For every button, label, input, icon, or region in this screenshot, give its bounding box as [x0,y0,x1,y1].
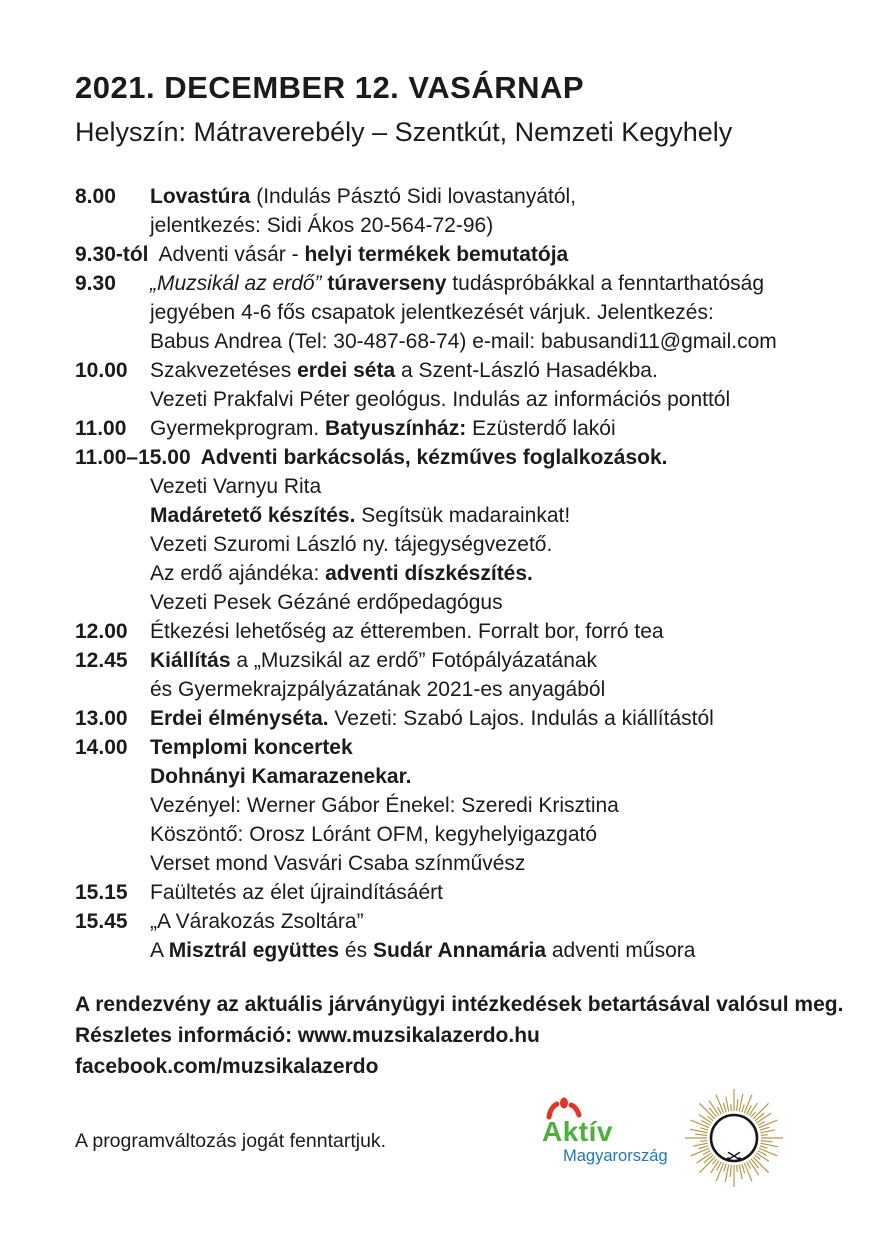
text-segment: Templomi koncertek [150,736,353,759]
schedule-time [75,530,150,559]
text-segment: a „Muzsikál az erdő” Fotópályázatának [230,649,598,672]
aktiv-logo-subtitle: Magyarország [563,1147,668,1165]
schedule-row [75,791,810,820]
row-text [150,530,810,559]
schedule-time [75,211,150,240]
schedule-row [75,820,810,849]
text-segment: és [339,939,373,962]
logo-row [538,1086,786,1190]
row-text [150,414,810,443]
row-text [150,704,810,733]
aktiv-logo-title: Aktív [542,1116,613,1147]
row-text [150,936,810,965]
note-row [75,989,844,1020]
row-text [150,791,810,820]
row-text [150,849,810,878]
schedule-row [75,385,810,414]
schedule-row [75,762,810,791]
text-segment: Adventi barkácsolás, kézműves foglalkozások. [200,446,668,469]
schedule-time: 9.30-tól [75,243,149,266]
row-text [75,1055,378,1078]
schedule-row [75,414,810,443]
schedule-list [75,182,810,965]
text-segment: Vezeti Varnyu Rita [150,475,322,498]
row-text [150,501,810,530]
schedule-row [75,269,810,298]
text-segment: és Gyermekrajzpályázatának 2021-es anyagából [150,678,606,701]
row-text [150,211,810,240]
text-segment: Vezényel: Werner Gábor Énekel: Szeredi Krisztina [150,794,619,817]
flyer-content [75,70,844,1082]
schedule-row [75,878,810,907]
text-segment: a Szent-László Hasadékba. [395,359,658,382]
text-segment: „A Várakozás Zsoltára” [150,910,364,933]
schedule-row [75,356,810,385]
text-segment: Köszöntő: Orosz Lóránt OFM, kegyhelyigazgató [150,823,598,846]
text-segment: Faültetés az élet újraindításáért [150,881,443,904]
row-text [150,820,810,849]
row-text [75,1024,540,1047]
schedule-time: 10.00 [75,359,128,382]
row-text [201,443,810,472]
row-text [150,269,810,298]
schedule-row [75,211,810,240]
text-segment: Misztrál együttes [168,939,340,962]
schedule-time [75,791,150,820]
row-text [150,646,810,675]
row-text [150,472,810,501]
schedule-time: 12.00 [75,620,128,643]
text-segment: Vezeti: Szabó Lajos. Indulás a kiállítástól [328,707,714,730]
text-segment: Kiállítás [150,649,231,672]
row-text [150,588,810,617]
schedule-row [75,298,810,327]
schedule-row [75,733,810,762]
text-segment: Sudár Annamária [372,939,547,962]
text-segment: Szakvezetéses [150,359,298,382]
note-row [75,1020,810,1051]
schedule-row [75,617,810,646]
schedule-row [75,646,810,675]
schedule-time [75,385,150,414]
text-segment: jelentkezés: Sidi Ákos 20-564-72-96) [150,214,494,237]
text-segment: Vezeti Pesek Gézáné erdőpedagógus [150,591,503,614]
schedule-time: 15.15 [75,881,128,904]
schedule-time: 11.00 [75,417,127,440]
text-segment: Babus Andrea (Tel: 30-487-68-74) e-mail: babusandi11@gmail.com [150,330,777,353]
row-text [150,356,810,385]
row-text [150,675,810,704]
row-text [150,878,810,907]
text-segment: Segítsük madarainkat! [355,504,571,527]
text-segment: Verset mond Vasvári Csaba színművész [150,852,526,875]
text-segment: www.muzsikalazerdo.hu [297,1024,540,1047]
row-text [150,385,810,414]
schedule-time [75,327,150,356]
text-segment: „Muzsikál az erdő” [150,272,328,295]
text-segment: facebook.com/muzsikalazerdo [75,1055,379,1078]
note-row [75,1051,810,1082]
text-segment: A [150,939,169,962]
schedule-time [75,936,150,965]
text-segment: helyi termékek bemutatója [304,243,569,266]
text-segment: Lovastúra [150,185,251,208]
text-segment: Az erdő ajándéka: [150,562,326,585]
schedule-time: 11.00–15.00 [75,446,191,469]
schedule-row [75,559,810,588]
schedule-time [75,298,150,327]
text-segment: Batyuszínház: [325,417,467,440]
text-segment: Madáretető készítés. [150,504,356,527]
schedule-time [75,559,150,588]
schedule-row [75,240,810,269]
text-segment: tudáspróbákkal a fenntarthatóság [446,272,765,295]
row-text [150,298,810,327]
aktiv-magyarorszag-logo [538,1096,666,1165]
schedule-time: 13.00 [75,707,128,730]
row-text [150,907,810,936]
schedule-time: 8.00 [75,185,116,208]
schedule-row [75,501,810,530]
text-segment: jegyében 4-6 fős csapatok jelentkezését várjuk. Jelentkezés: [150,301,714,324]
text-segment: adventi műsora [546,939,696,962]
schedule-row [75,907,810,936]
text-segment: Adventi vásár - [158,243,305,266]
schedule-time [75,501,150,530]
schedule-row [75,588,810,617]
schedule-row [75,936,810,965]
row-text [150,617,810,646]
text-segment: Ezüsterdő lakói [466,417,616,440]
disclaimer-text: A programváltozás jogát fenntartjuk. [75,1130,387,1152]
text-segment: A rendezvény az aktuális járványügyi intézkedések betartásával valósul meg. [75,993,844,1016]
schedule-time: 14.00 [75,736,128,759]
text-segment: erdei séta [297,359,396,382]
row-text [159,240,810,269]
schedule-time: 12.45 [75,649,128,672]
schedule-time [75,762,150,791]
text-segment: Vezeti Prakfalvi Péter geológus. Indulás az információs ponttól [150,388,731,411]
shrine-sunburst-logo [682,1086,786,1190]
schedule-row [75,704,810,733]
info-notes [75,989,844,1082]
text-segment: (Indulás Pásztó Sidi lovastanyától, [250,185,577,208]
schedule-time: 9.30 [75,272,116,295]
text-segment: Dohnányi Kamarazenekar. [150,765,412,788]
schedule-row [75,443,810,472]
row-text [150,762,810,791]
text-segment: Gyermekprogram. [150,417,326,440]
text-segment: túraverseny [327,272,447,295]
row-text [75,993,843,1016]
schedule-row [75,327,810,356]
schedule-time [75,849,150,878]
schedule-row [75,182,810,211]
schedule-time [75,820,150,849]
schedule-time: 15.45 [75,910,128,933]
page-title: 2021. DECEMBER 12. VASÁRNAP [75,70,585,105]
row-text [150,559,810,588]
text-segment: Erdei élményséta. [150,707,329,730]
schedule-row [75,675,810,704]
schedule-time [75,472,150,501]
text-segment: adventi díszkészítés. [325,562,533,585]
text-segment: Étkezési lehetőség az étteremben. Forralt bor, forró tea [150,620,664,643]
row-text [150,733,810,762]
schedule-time [75,588,150,617]
emblem-ring [711,1115,757,1161]
text-segment: Részletes információ: [75,1024,298,1047]
schedule-time [75,675,150,704]
schedule-row [75,472,810,501]
schedule-row [75,530,810,559]
text-segment: Vezeti Szuromi László ny. tájegységvezető. [150,533,553,556]
schedule-row [75,849,810,878]
row-text [150,327,810,356]
row-text [150,182,810,211]
page-subtitle: Helyszín: Mátraverebély – Szentkút, Nemzeti Kegyhely [75,117,733,147]
